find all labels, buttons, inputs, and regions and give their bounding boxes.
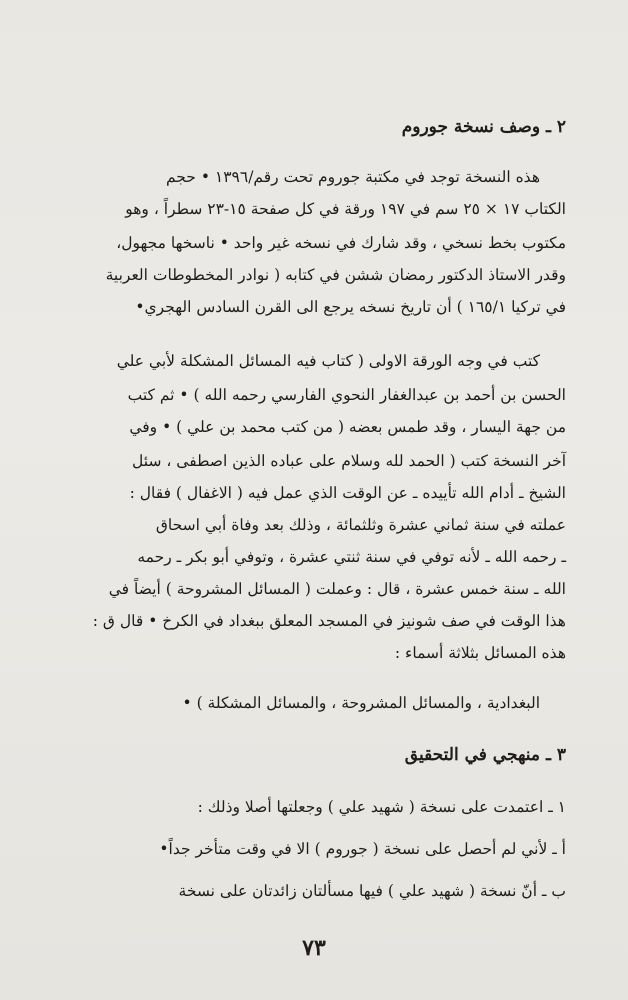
text-line: الحسن بن أحمد بن عبدالغفار النحوي الفارسي رحمه الله ) • ثم كتب: [127, 386, 566, 404]
text-line: كتب في وجه الورقة الاولى ( كتاب فيه المسائل المشكلة لأبي علي: [116, 352, 540, 370]
text-line: آخر النسخة كتب ( الحمد لله وسلام على عباده الذين اصطفى ، سئل: [132, 452, 566, 470]
text-line: ١ ـ اعتمدت على نسخة ( شهيد علي ) وجعلتها أصلا وذلك :: [197, 798, 566, 816]
text-line: الله ـ سنة خمس عشرة ، قال : وعملت ( المسائل المشروحة ) أيضاً في: [108, 580, 566, 598]
section-heading-manuscript-description: ٢ ـ وصف نسخة جوروم: [401, 117, 566, 137]
text-line: مكتوب بخط نسخي ، وقد شارك في نسخه غير واحد • ناسخها مجهول،: [116, 234, 566, 252]
text-line: الكتاب ١٧ × ٢٥ سم في ١٩٧ ورقة في كل صفحة ١٥-٢٣ سطراً ، وهو: [125, 200, 566, 218]
section-heading-methodology: ٣ ـ منهجي في التحقيق: [404, 745, 566, 765]
page-number: ٧٣: [302, 935, 326, 961]
text-line: عملته في سنة ثماني عشرة وثلثمائة ، وذلك بعد وفاة أبي اسحاق: [155, 516, 566, 534]
text-line: في تركيا ١٦٥/١ ) أن تاريخ نسخه يرجع الى القرن السادس الهجري•: [135, 298, 566, 316]
text-line: الشيخ ـ أدام الله تأييده ـ عن الوقت الذي عمل فيه ( الاغفال ) فقال :: [129, 484, 566, 502]
text-line: البغدادية ، والمسائل المشروحة ، والمسائل المشكلة ) •: [182, 694, 540, 712]
text-line: ب ـ أنّ نسخة ( شهيد علي ) فيها مسألتان زائدتان على نسخة: [178, 882, 566, 900]
text-line: ـ رحمه الله ـ لأنه توفي في سنة ثنتي عشرة ، وتوفي أبو بكر ـ رحمه: [137, 548, 566, 566]
text-line: أ ـ لأني لم أحصل على نسخة ( جوروم ) الا في وقت متأخر جداً•: [159, 840, 566, 858]
text-line: من جهة اليسار ، وقد طمس بعضه ( من كتب محمد بن علي ) • وفي: [129, 418, 566, 436]
text-line: هذه المسائل بثلاثة أسماء :: [394, 644, 566, 662]
text-line: وقدر الاستاذ الدكتور رمضان ششن في كتابه ( نوادر المخطوطات العربية: [105, 266, 566, 284]
text-line: هذا الوقت في صف شونيز في المسجد المعلق ببغداد في الكرخ • قال ق :: [92, 612, 566, 630]
text-line: هذه النسخة توجد في مكتبة جوروم تحت رقم/١٣٩٦ • حجم: [165, 168, 540, 186]
